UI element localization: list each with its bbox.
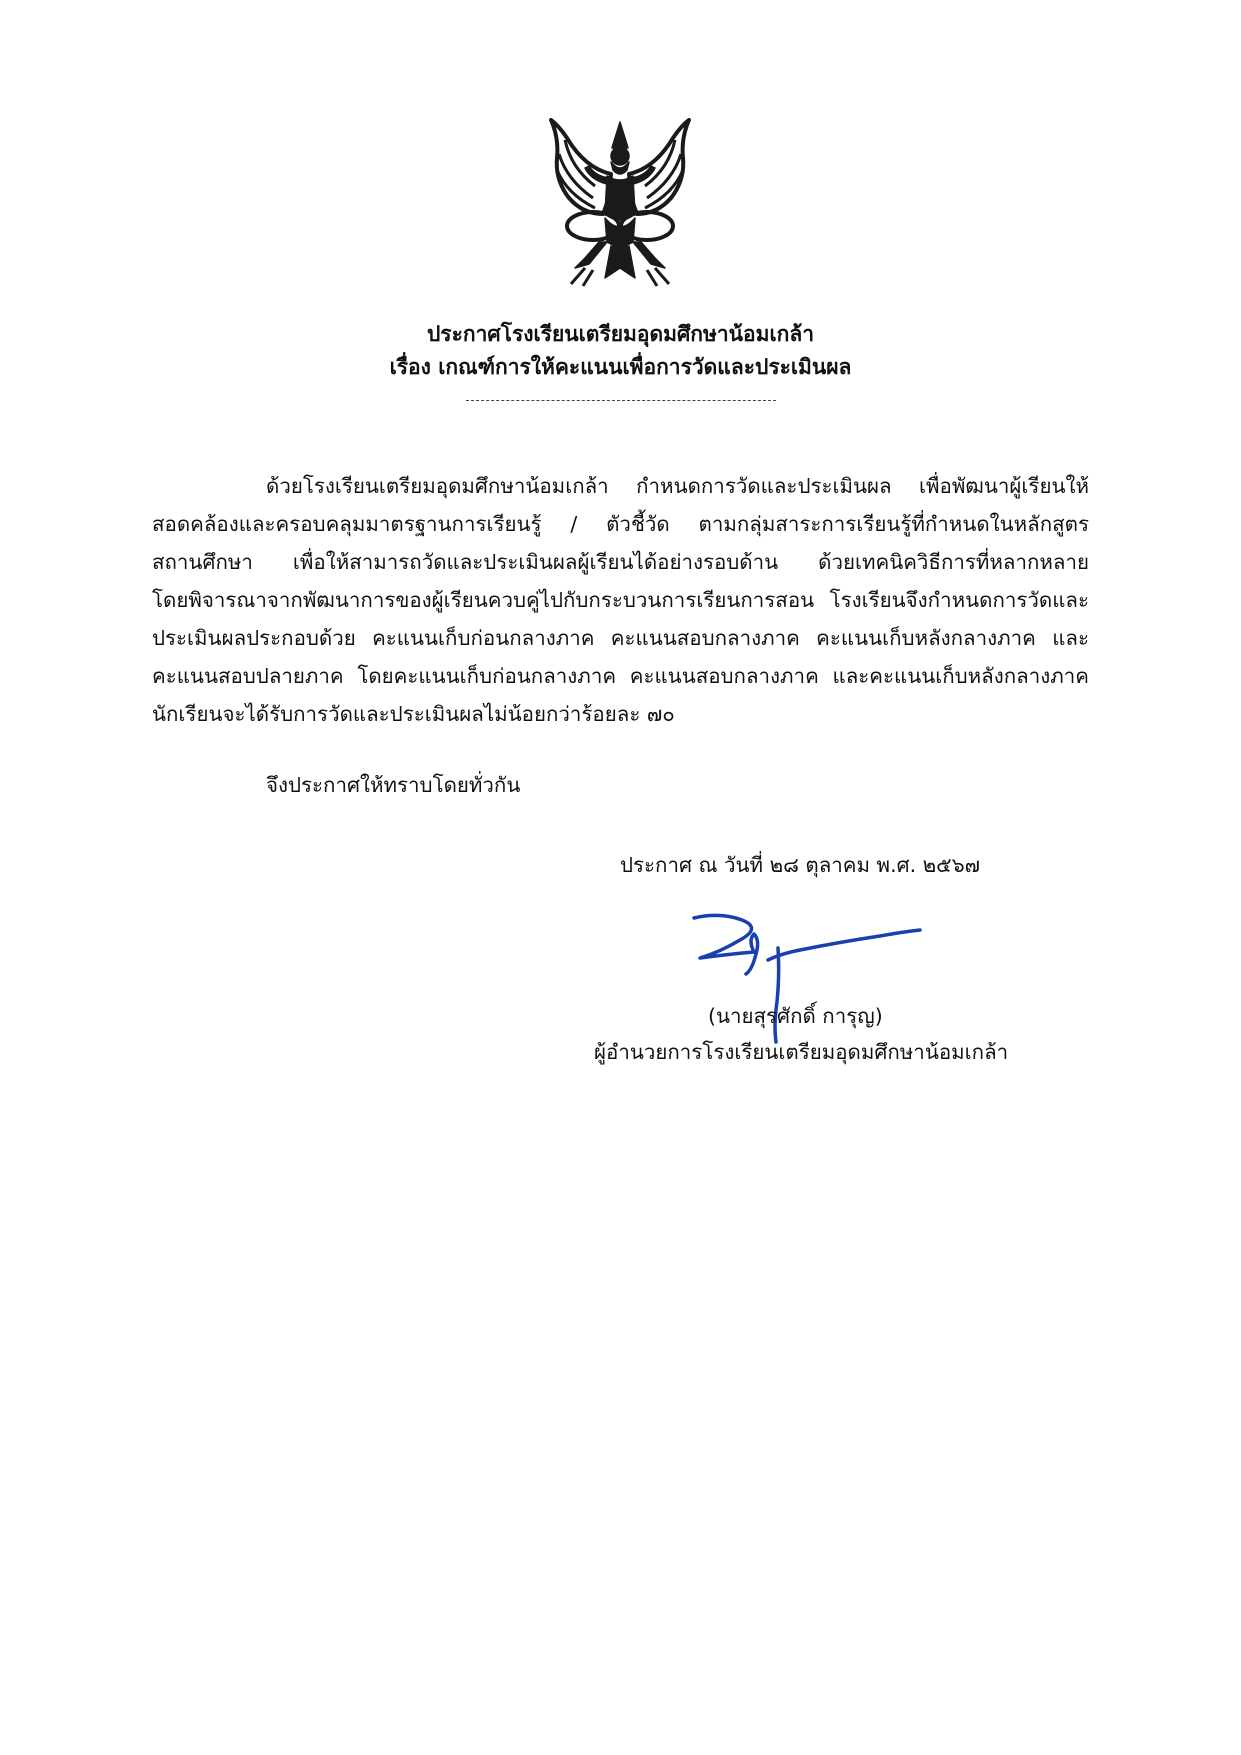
signer-name: (นายสุรศักดิ์ การุญ) — [708, 1004, 883, 1028]
body-line: สถานศึกษา เพื่อให้สามารถวัดและประเมินผลผู้เรียนได้อย่างรอบด้าน ด้วยเทคนิควิธีการที่หลากหลาย — [152, 550, 1089, 574]
body-line: สอดคล้องและครอบคลุมมาตรฐานการเรียนรู้ / ตัวชี้วัด ตามกลุ่มสาระการเรียนรู้ที่กำหนดในหลักสูตร — [152, 512, 1089, 536]
body-line: โดยพิจารณาจากพัฒนาการของผู้เรียนควบคู่ไปกับกระบวนการเรียนการสอน โรงเรียนจึงกำหนดการวัดและ — [152, 588, 1089, 612]
announcement-body — [152, 467, 1089, 733]
body-line: ด้วยโรงเรียนเตรียมอุดมศึกษาน้อมเกล้า กำหนดการวัดและประเมินผล เพื่อพัฒนาผู้เรียนให้ — [266, 474, 1089, 498]
closing-statement: จึงประกาศให้ทราบโดยทั่วกัน — [266, 773, 521, 797]
announcement-title: ประกาศโรงเรียนเตรียมอุดมศึกษาน้อมเกล้า — [426, 322, 815, 346]
body-line: ประเมินผลประกอบด้วย คะแนนเก็บก่อนกลางภาค คะแนนสอบกลางภาค คะแนนเก็บหลังกลางภาค และ — [152, 626, 1089, 650]
body-line: คะแนนสอบปลายภาค โดยคะแนนเก็บก่อนกลางภาค คะแนนสอบกลางภาค และคะแนนเก็บหลังกลางภาค — [152, 664, 1089, 688]
announcement-subject: เรื่อง เกณฑ์การให้คะแนนเพื่อการวัดและประเมินผล — [389, 355, 852, 379]
announcement-date: ประกาศ ณ วันที่ ๒๘ ตุลาคม พ.ศ. ๒๕๖๗ — [620, 853, 981, 877]
garuda-emblem-icon — [545, 118, 695, 288]
signer-position: ผู้อำนวยการโรงเรียนเตรียมอุดมศึกษาน้อมเกล้า — [594, 1040, 1009, 1064]
body-line: นักเรียนจะได้รับการวัดและประเมินผลไม่น้อยกว่าร้อยละ ๗๐ — [152, 702, 675, 726]
separator-line — [466, 400, 776, 401]
